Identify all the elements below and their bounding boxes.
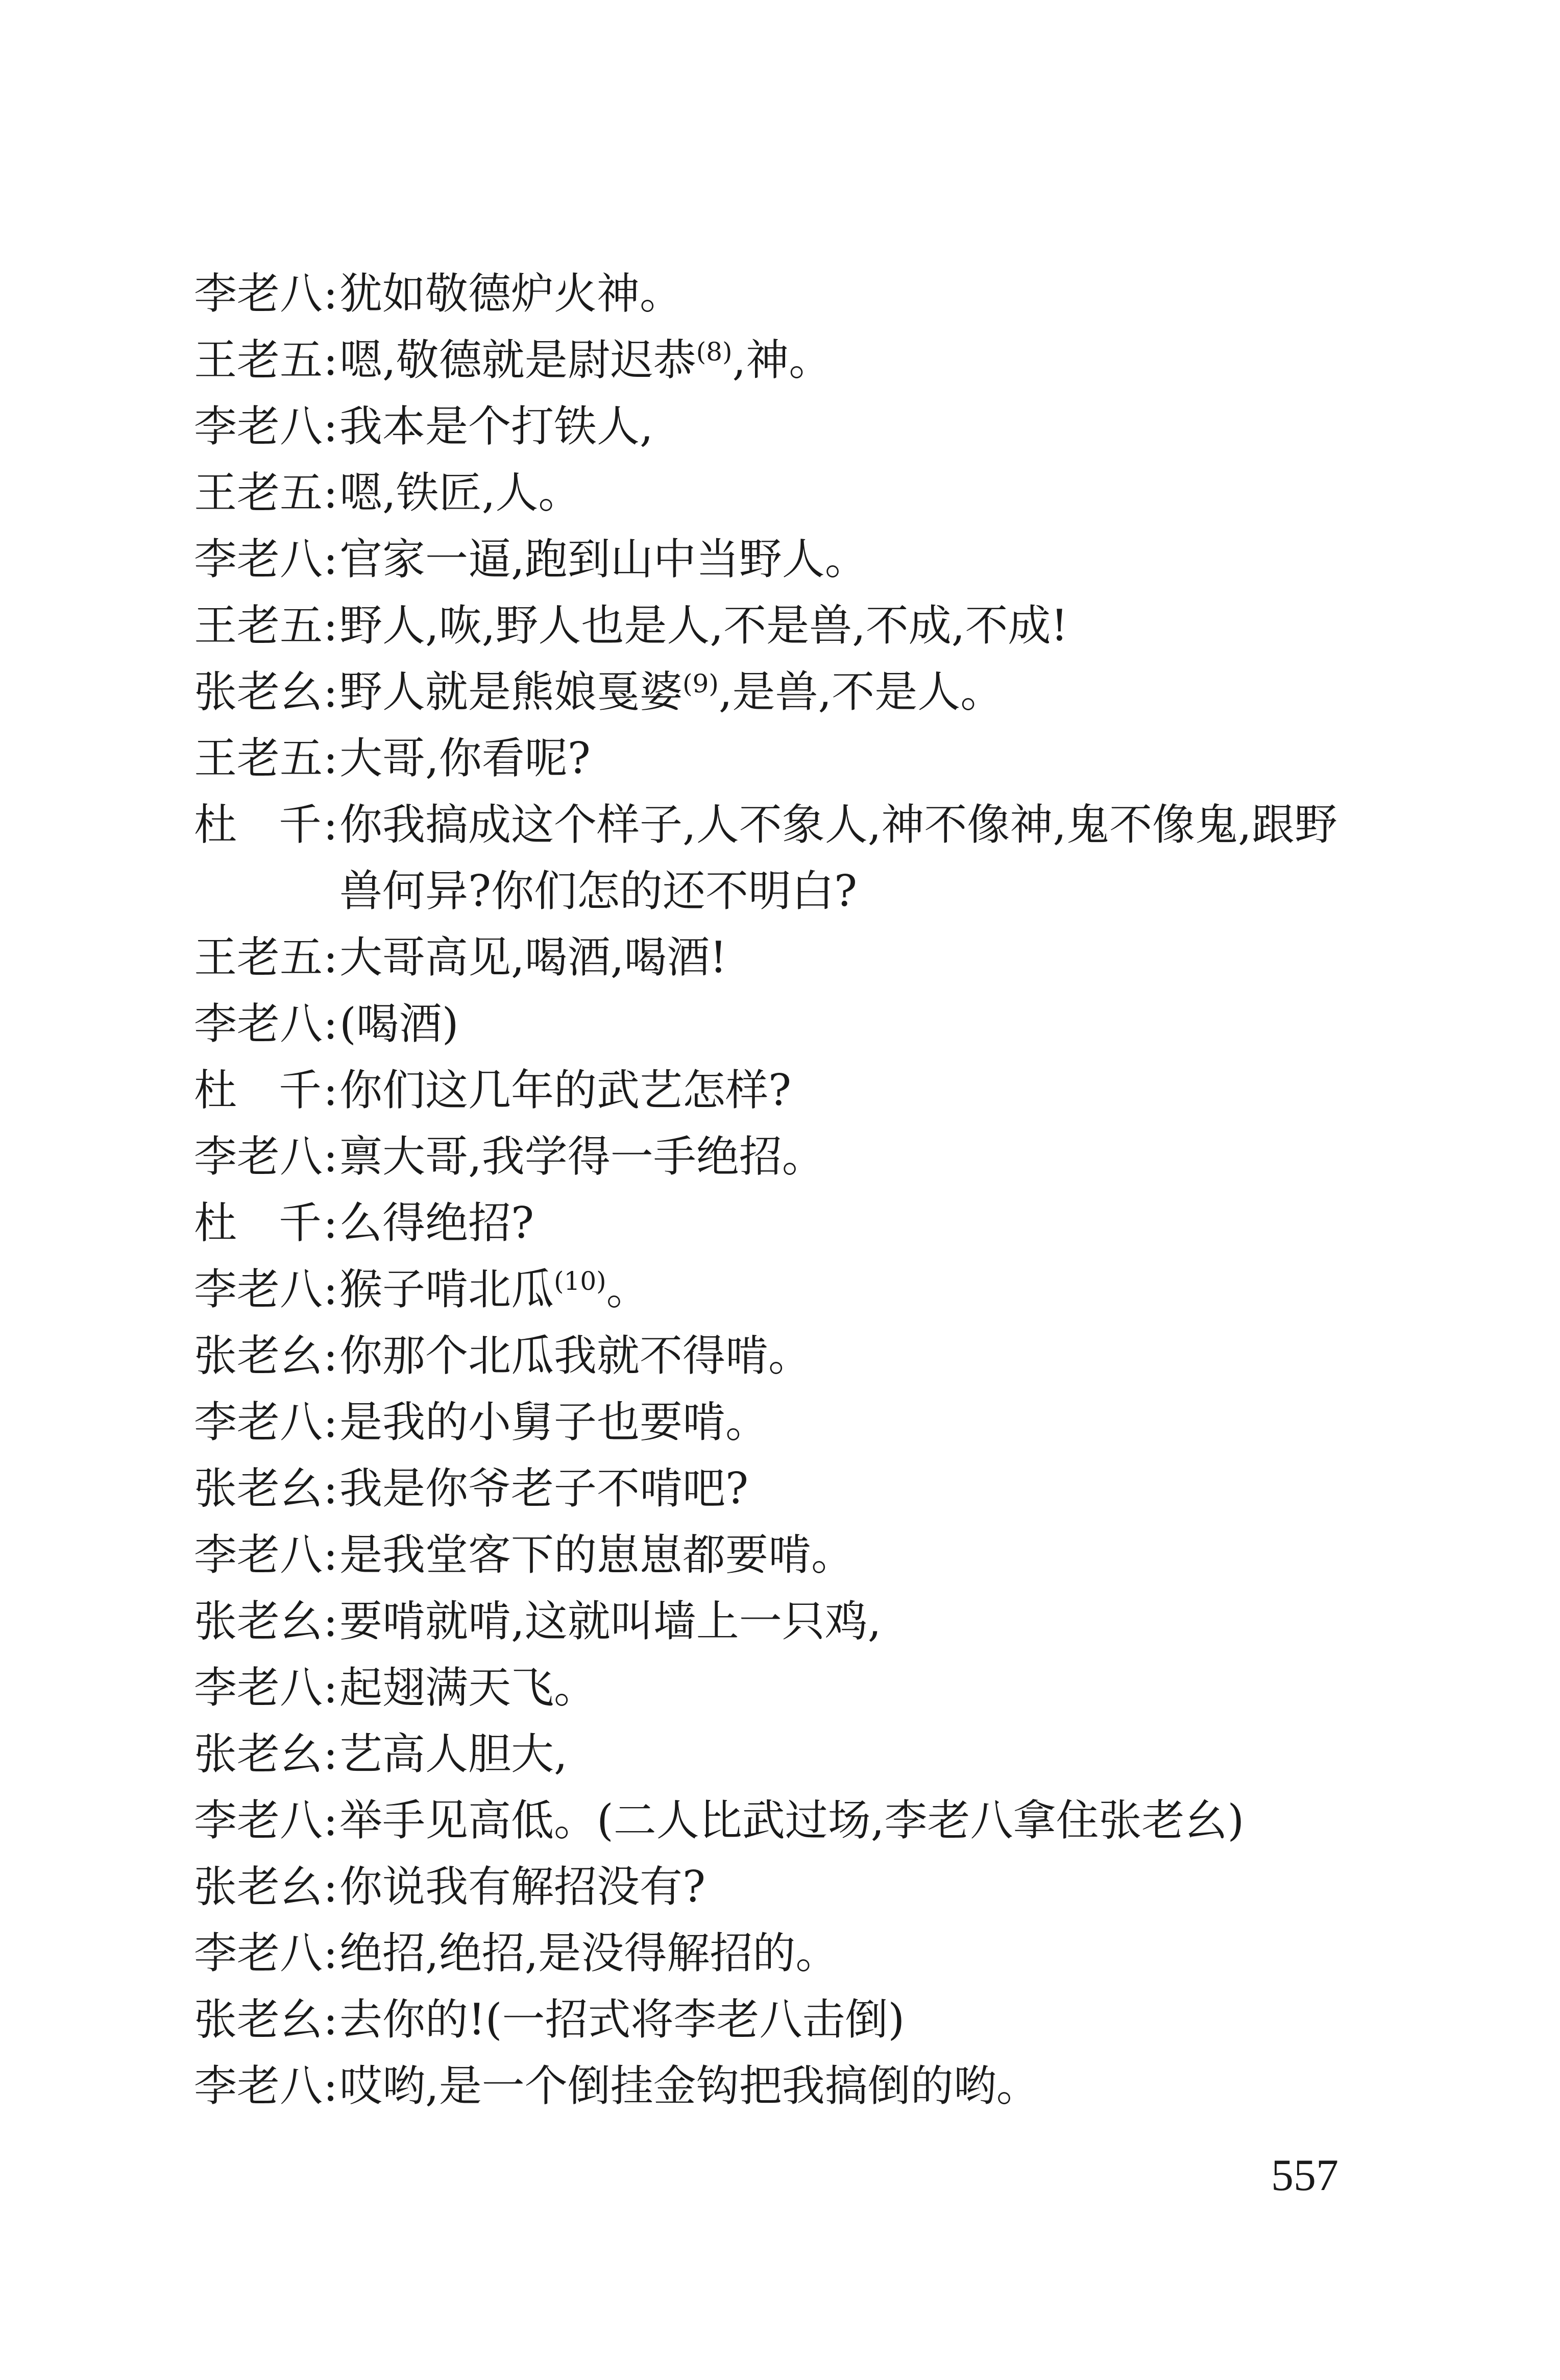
speech-main: 么得绝招?	[339, 1198, 534, 1248]
speech-after: ,神。	[732, 335, 832, 385]
speech-text	[339, 327, 1391, 393]
speaker-colon: :	[323, 800, 338, 850]
speaker-colon: :	[323, 600, 338, 651]
speech-text	[339, 725, 1391, 791]
dialogue-line	[194, 2053, 1419, 2119]
speaker-name: 杜千	[194, 1065, 322, 1115]
speaker-colon: :	[323, 335, 338, 385]
speech-main: 绝招,绝招,是没得解招的。	[339, 1928, 839, 1978]
speaker-name: 李老八	[194, 999, 323, 1049]
dialogue-line	[194, 1256, 1419, 1323]
speech-text	[339, 1123, 1391, 1190]
speech-main: 举手见高低。(二人比武过场,李老八拿住张老幺)	[339, 1795, 1245, 1845]
speech-main: 禀大哥,我学得一手绝招。	[339, 1132, 825, 1182]
speaker-name: 张老幺	[194, 1862, 323, 1912]
speaker-name: 杜千	[194, 800, 322, 850]
speaker-name: 杜千	[194, 1198, 322, 1248]
speech-main: (喝酒)	[339, 999, 459, 1049]
speech-text	[339, 1654, 1391, 1721]
dialogue-line	[194, 393, 1419, 460]
speaker-name: 李老八	[194, 1530, 323, 1580]
speech-main: 是我的小舅子也要啃。	[339, 1397, 769, 1447]
speech-main: 我是你爷老子不啃吧?	[339, 1463, 749, 1513]
dialogue-line	[194, 592, 1419, 659]
speech-continuation: 兽何异?你们怎的还不明白?	[339, 866, 858, 916]
speech-text	[339, 393, 1391, 460]
speech-text	[339, 791, 1391, 924]
speech-text	[339, 1057, 1391, 1123]
speech-main: 哎哟,是一个倒挂金钩把我搞倒的哟。	[339, 2061, 1039, 2111]
speech-text	[339, 526, 1391, 592]
speaker-colon: :	[323, 1397, 338, 1447]
speaker-colon: :	[323, 1065, 338, 1115]
speech-text	[339, 991, 1391, 1057]
speech-text	[339, 1323, 1391, 1389]
dialogue-body	[194, 260, 1419, 2119]
dialogue-line	[194, 1920, 1419, 1986]
speech-text	[339, 1854, 1391, 1920]
speech-main: 你说我有解招没有?	[339, 1862, 706, 1912]
speaker-name: 张老幺	[194, 1331, 323, 1381]
dialogue-line	[194, 659, 1419, 725]
speaker-colon: :	[323, 1198, 338, 1248]
dialogue-line	[194, 924, 1419, 991]
speech-text	[339, 592, 1391, 659]
speaker-colon: :	[323, 1795, 338, 1845]
speaker-name: 李老八	[194, 2061, 323, 2111]
speaker-name: 李老八	[194, 1264, 323, 1314]
dialogue-line	[194, 1654, 1419, 1721]
speech-main: 我本是个打铁人,	[339, 401, 653, 451]
speech-main: 大哥,你看呢?	[339, 733, 591, 783]
dialogue-line	[194, 1455, 1419, 1522]
speaker-name: 李老八	[194, 1397, 323, 1447]
speech-main: 嗯,铁匠,人。	[339, 468, 581, 518]
speaker-colon: :	[323, 1264, 338, 1314]
speaker-name: 李老八	[194, 401, 323, 451]
speech-after: 。	[606, 1264, 649, 1314]
dialogue-line	[194, 1123, 1419, 1190]
speech-main: 去你的!(一招式将李老八击倒)	[339, 1994, 905, 2045]
footnote-marker: (9)	[682, 669, 719, 699]
speech-text	[339, 1455, 1391, 1522]
speech-text	[339, 659, 1391, 725]
speech-after: ,是兽,不是人。	[718, 667, 1004, 717]
dialogue-line	[194, 1323, 1419, 1389]
speaker-name: 张老幺	[194, 1729, 323, 1779]
speech-text	[339, 924, 1391, 991]
speech-text	[339, 1588, 1391, 1654]
speech-main: 起翅满天飞。	[339, 1663, 597, 1713]
speaker-colon: :	[323, 269, 338, 319]
speaker-name: 李老八	[194, 1663, 323, 1713]
speaker-name: 张老幺	[194, 1463, 323, 1513]
speech-text	[339, 1986, 1391, 2053]
speech-text	[339, 1190, 1391, 1256]
speech-text	[339, 1522, 1391, 1588]
speech-main: 是我堂客下的崽崽都要啃。	[339, 1530, 855, 1580]
speaker-colon: :	[323, 1331, 338, 1381]
dialogue-line	[194, 1787, 1419, 1854]
dialogue-line	[194, 1986, 1419, 2053]
speech-main: 你我搞成这个样子,人不象人,神不像神,鬼不像鬼,跟野	[339, 800, 1337, 850]
speaker-colon: :	[323, 401, 338, 451]
dialogue-line	[194, 1057, 1419, 1123]
speaker-colon: :	[323, 534, 338, 584]
dialogue-line	[194, 1588, 1419, 1654]
dialogue-line	[194, 1721, 1419, 1787]
dialogue-line	[194, 791, 1419, 924]
speech-main: 犹如敬德炉火神。	[339, 269, 683, 319]
speaker-name: 王老五	[194, 600, 323, 651]
speaker-colon: :	[323, 1729, 338, 1779]
dialogue-line	[194, 327, 1419, 393]
speaker-name: 李老八	[194, 534, 323, 584]
speaker-colon: :	[323, 1862, 338, 1912]
dialogue-line	[194, 1522, 1419, 1588]
speaker-colon: :	[323, 1928, 338, 1978]
speaker-name: 王老五	[194, 932, 323, 982]
speaker-name: 张老幺	[194, 667, 323, 717]
speech-main: 你们这几年的武艺怎样?	[339, 1065, 792, 1115]
speech-text	[339, 1389, 1391, 1455]
speech-text	[339, 260, 1391, 327]
speaker-colon: :	[323, 1132, 338, 1182]
speaker-name: 王老五	[194, 335, 323, 385]
speech-text	[339, 1920, 1391, 1986]
speech-main: 嗯,敬德就是尉迟恭	[339, 335, 696, 385]
speech-main: 猴子啃北瓜	[339, 1264, 554, 1314]
speech-text	[339, 2053, 1391, 2119]
speech-main: 大哥高见,喝酒,喝酒!	[339, 932, 727, 982]
speaker-colon: :	[323, 1463, 338, 1513]
speaker-colon: :	[323, 1663, 338, 1713]
speaker-name: 张老幺	[194, 1994, 323, 2045]
speaker-name: 李老八	[194, 1795, 323, 1845]
speaker-name: 张老幺	[194, 1596, 323, 1646]
speaker-name: 李老八	[194, 1928, 323, 1978]
speaker-colon: :	[323, 667, 338, 717]
dialogue-line	[194, 460, 1419, 526]
dialogue-line	[194, 725, 1419, 791]
dialogue-line	[194, 1389, 1419, 1455]
dialogue-line	[194, 991, 1419, 1057]
speaker-colon: :	[323, 999, 338, 1049]
speaker-colon: :	[323, 468, 338, 518]
speaker-colon: :	[323, 932, 338, 982]
speech-main: 要啃就啃,这就叫墙上一只鸡,	[339, 1596, 882, 1646]
speech-main: 野人就是熊娘戛婆	[339, 667, 683, 717]
speaker-colon: :	[323, 733, 338, 783]
footnote-marker: (8)	[696, 337, 733, 367]
dialogue-line	[194, 526, 1419, 592]
speaker-colon: :	[323, 2061, 338, 2111]
speaker-name: 王老五	[194, 468, 323, 518]
dialogue-line	[194, 260, 1419, 327]
speech-main: 官家一逼,跑到山中当野人。	[339, 534, 868, 584]
speech-text	[339, 1721, 1391, 1787]
speaker-name: 李老八	[194, 1132, 323, 1182]
speaker-colon: :	[323, 1530, 338, 1580]
speech-text	[339, 1256, 1391, 1323]
speech-main: 艺高人胆大,	[339, 1729, 568, 1779]
dialogue-line	[194, 1854, 1419, 1920]
speech-main: 野人,咴,野人也是人,不是兽,不成,不成!	[339, 600, 1068, 651]
footnote-marker: (10)	[554, 1266, 606, 1296]
dialogue-line	[194, 1190, 1419, 1256]
speech-text	[339, 460, 1391, 526]
speech-main: 你那个北瓜我就不得啃。	[339, 1331, 812, 1381]
page-number: 557	[1271, 2151, 1338, 2200]
speech-text	[339, 1787, 1391, 1854]
speaker-colon: :	[323, 1596, 338, 1646]
speaker-colon: :	[323, 1994, 338, 2045]
speaker-name: 王老五	[194, 733, 323, 783]
speaker-name: 李老八	[194, 269, 323, 319]
